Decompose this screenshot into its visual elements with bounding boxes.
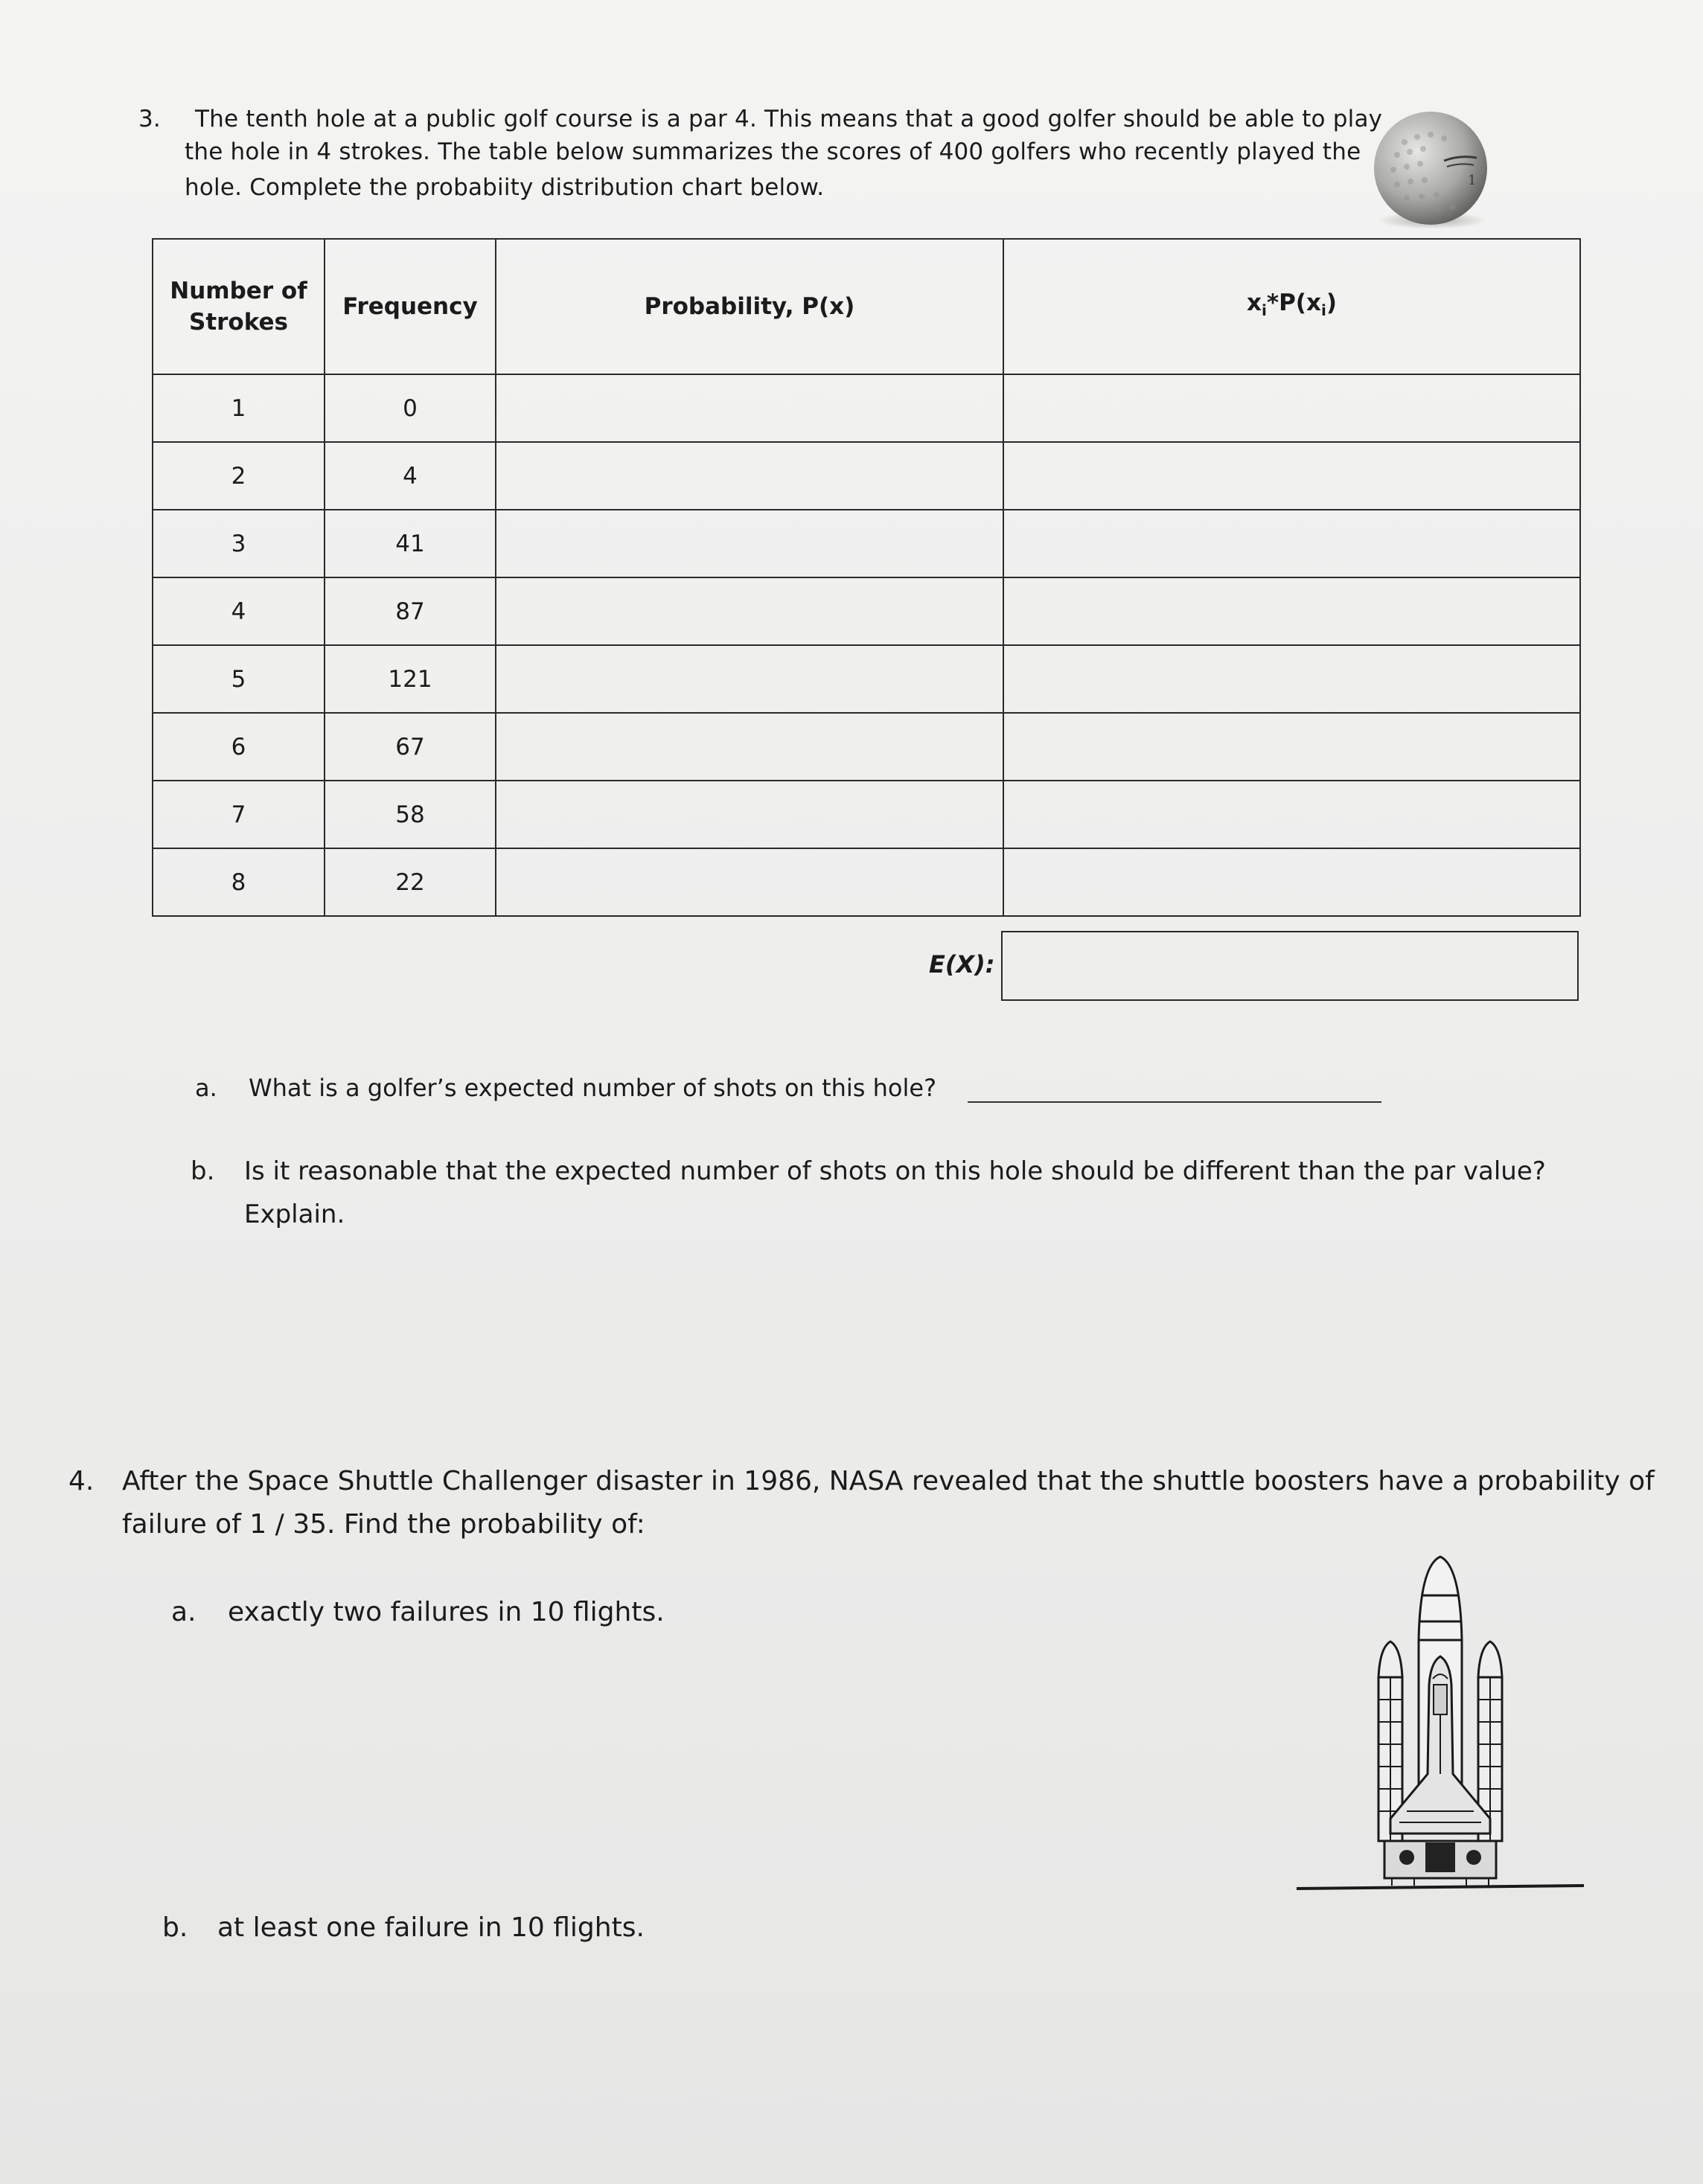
q3-text-line1: The tenth hole at a public golf course is a par 4. This means that a good golfer should be able to play bbox=[195, 106, 1383, 132]
x-times-p-cell[interactable] bbox=[1003, 442, 1580, 510]
header-frequency: Frequency bbox=[325, 239, 496, 374]
q4-part-b-text: at least one failure in 10 flights. bbox=[217, 1912, 645, 1943]
expected-value-label: E(X): bbox=[929, 950, 995, 979]
frequency-cell: 87 bbox=[325, 577, 496, 645]
x-times-p-cell[interactable] bbox=[1003, 781, 1580, 848]
x-times-p-cell[interactable] bbox=[1003, 645, 1580, 713]
x-times-p-cell[interactable] bbox=[1003, 577, 1580, 645]
frequency-cell: 4 bbox=[325, 442, 496, 510]
table-row bbox=[153, 374, 1580, 442]
header-xp-sub: i bbox=[1262, 301, 1267, 320]
table-row bbox=[153, 781, 1580, 848]
probability-cell[interactable] bbox=[496, 577, 1003, 645]
probability-cell[interactable] bbox=[496, 645, 1003, 713]
table-row bbox=[153, 442, 1580, 510]
q3-text-line3: hole. Complete the probabiity distribution chart below. bbox=[185, 174, 825, 201]
q4-part-b-label: b. bbox=[162, 1912, 188, 1943]
header-xp-base: x bbox=[1247, 289, 1262, 316]
header-strokes-line2: Strokes bbox=[189, 309, 288, 336]
q3-text-line2: the hole in 4 strokes. The table below summarizes the scores of 400 golfers who recently played the bbox=[185, 138, 1361, 165]
q4-text-line1: After the Space Shuttle Challenger disaster in 1986, NASA revealed that the shuttle boosters have a probability of bbox=[122, 1466, 1655, 1496]
q3-part-b-text-line2: Explain. bbox=[244, 1200, 345, 1229]
probability-cell[interactable] bbox=[496, 442, 1003, 510]
svg-text:1: 1 bbox=[1468, 173, 1477, 188]
x-times-p-cell[interactable] bbox=[1003, 848, 1580, 916]
header-x-times-p bbox=[1003, 239, 1580, 374]
x-times-p-cell[interactable] bbox=[1003, 374, 1580, 442]
probability-cell[interactable] bbox=[496, 713, 1003, 781]
header-probability: Probability, P(x) bbox=[496, 239, 1003, 374]
frequency-cell: 22 bbox=[325, 848, 496, 916]
x-times-p-cell[interactable] bbox=[1003, 510, 1580, 577]
strokes-cell: 7 bbox=[153, 781, 325, 848]
space-shuttle-icon bbox=[1295, 1551, 1585, 1893]
frequency-cell: 121 bbox=[325, 645, 496, 713]
table-row bbox=[153, 645, 1580, 713]
strokes-cell: 8 bbox=[153, 848, 325, 916]
strokes-cell: 1 bbox=[153, 374, 325, 442]
q3-part-b-text-line1: Is it reasonable that the expected number of shots on this hole should be different than the par value? bbox=[244, 1156, 1546, 1186]
frequency-cell: 67 bbox=[325, 713, 496, 781]
probability-distribution-table bbox=[152, 238, 1581, 917]
expected-value-box[interactable] bbox=[1001, 931, 1579, 1001]
strokes-cell: 3 bbox=[153, 510, 325, 577]
q4-number: 4. bbox=[68, 1466, 95, 1496]
probability-cell[interactable] bbox=[496, 781, 1003, 848]
probability-cell[interactable] bbox=[496, 848, 1003, 916]
header-strokes-line1: Number of bbox=[170, 278, 307, 304]
x-times-p-cell[interactable] bbox=[1003, 713, 1580, 781]
q3-part-b-label: b. bbox=[191, 1156, 215, 1186]
header-xp-sub2: i bbox=[1320, 301, 1326, 320]
frequency-cell: 41 bbox=[325, 510, 496, 577]
q3-part-a-text: What is a golfer’s expected number of shots on this hole? bbox=[249, 1074, 937, 1102]
header-xp-mid: *P(x bbox=[1266, 289, 1321, 316]
table-row bbox=[153, 577, 1580, 645]
probability-cell[interactable] bbox=[496, 374, 1003, 442]
probability-cell[interactable] bbox=[496, 510, 1003, 577]
strokes-cell: 4 bbox=[153, 577, 325, 645]
header-number-of-strokes bbox=[153, 239, 325, 374]
q4-part-a-text: exactly two failures in 10 flights. bbox=[228, 1597, 665, 1627]
q3-part-a-label: a. bbox=[195, 1074, 217, 1102]
table-row bbox=[153, 848, 1580, 916]
frequency-cell: 0 bbox=[325, 374, 496, 442]
header-xp-end: ) bbox=[1326, 289, 1337, 316]
q4-part-a-label: a. bbox=[171, 1597, 196, 1627]
q3-number: 3. bbox=[138, 106, 161, 132]
golf-ball-icon bbox=[1364, 109, 1498, 232]
table-header-row bbox=[153, 239, 1580, 374]
table-row bbox=[153, 713, 1580, 781]
strokes-cell: 2 bbox=[153, 442, 325, 510]
q4-text-line2: failure of 1 / 35. Find the probability of: bbox=[122, 1509, 645, 1540]
strokes-cell: 5 bbox=[153, 645, 325, 713]
strokes-cell: 6 bbox=[153, 713, 325, 781]
q3-part-a-answer-line[interactable] bbox=[968, 1101, 1381, 1103]
table-row bbox=[153, 510, 1580, 577]
frequency-cell: 58 bbox=[325, 781, 496, 848]
